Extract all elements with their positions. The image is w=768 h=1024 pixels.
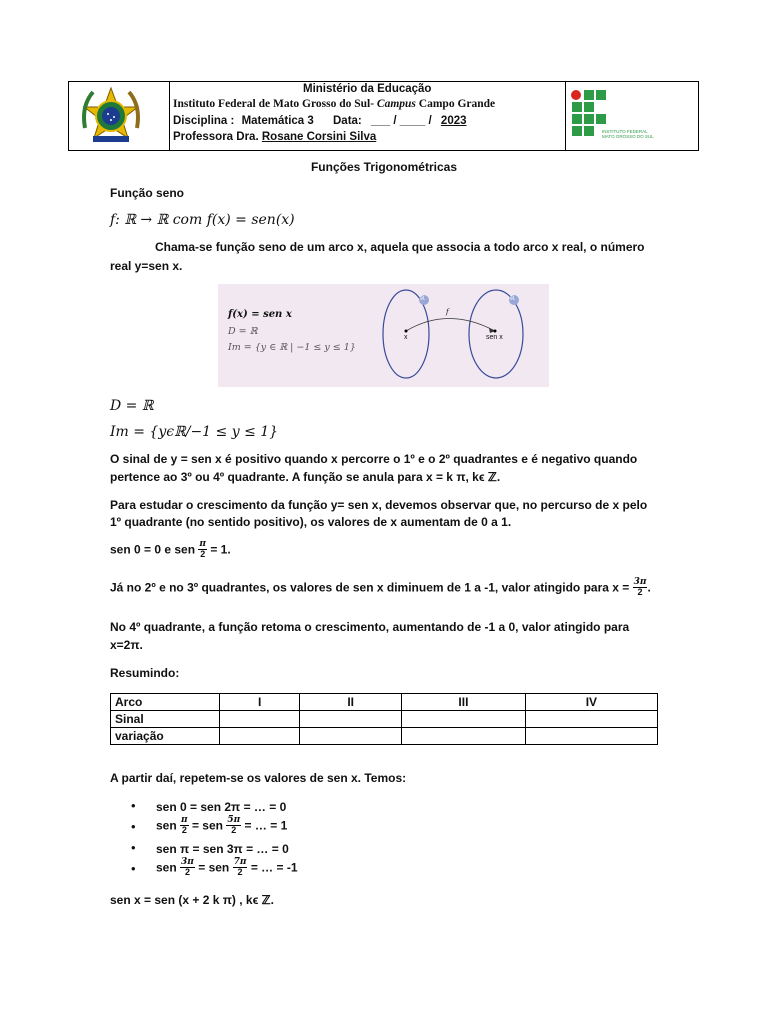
diagram-domain: D = ℝ xyxy=(228,326,258,337)
fraction xyxy=(180,816,189,835)
table-header-cell: IV xyxy=(525,694,657,711)
fraction-den: 2 xyxy=(181,825,187,835)
left-point-label: x xyxy=(404,334,408,341)
fraction-num: 7π xyxy=(233,857,247,867)
professor-line xyxy=(173,131,376,143)
fraction xyxy=(180,858,195,877)
table-cell xyxy=(402,728,526,745)
table-cell xyxy=(402,711,526,728)
summary-label: Resumindo: xyxy=(110,666,180,680)
table-header-cell: Arco xyxy=(111,694,220,711)
table-cell xyxy=(525,728,657,745)
fraction-pi-over-2 xyxy=(198,540,207,559)
sen-zero-line xyxy=(110,540,231,559)
growth-paragraph-2: 1º quadrante (no sentido positivo), os valores de x aumentam de 0 a 1. xyxy=(110,515,512,529)
bullet-icon: • xyxy=(131,840,136,855)
campus-word: Campus xyxy=(376,98,416,110)
bullet-text: = sen xyxy=(191,818,223,833)
bullet-item-1: sen 0 = sen 2π = … = 0 xyxy=(156,800,287,814)
table-row xyxy=(111,694,658,711)
table-cell xyxy=(220,711,300,728)
q23-line xyxy=(110,578,651,597)
sign-paragraph-1: O sinal de y = sen x é positivo quando x percorre o 1º e o 2º quadrantes e é negativo quando xyxy=(110,452,638,466)
bullet-icon: • xyxy=(131,819,136,834)
fraction-num: 5π xyxy=(227,815,241,825)
bullet-item-3: sen π = sen 3π = … = 0 xyxy=(156,842,289,856)
q23-text: Já no 2º e no 3º quadrantes, os valores de sen x diminuem de 1 a -1, valor atingido para x = xyxy=(110,580,630,595)
fraction-den: 2 xyxy=(184,867,190,877)
table-row-label: Sinal xyxy=(111,711,220,728)
set-label-right: ℝ xyxy=(510,296,515,302)
discipline-line xyxy=(173,115,467,127)
repeat-paragraph: A partir daí, repetem-se os valores de sen x. Temos: xyxy=(110,771,407,785)
sen-zero-text: sen 0 = 0 e sen xyxy=(110,542,196,557)
header-box xyxy=(68,81,699,151)
page-title: Funções Trigonométricas xyxy=(310,160,458,174)
periodicity-line: sen x = sen (x + 2 k π) , kϵ ℤ. xyxy=(110,893,274,907)
table-cell xyxy=(300,728,402,745)
q4-paragraph-2: x=2π. xyxy=(110,638,143,652)
table-cell xyxy=(220,728,300,745)
table-header-cell: I xyxy=(220,694,300,711)
fraction-num: 3π xyxy=(633,577,647,587)
q4-paragraph-1: No 4º quadrante, a função retoma o crescimento, aumentando de -1 a 0, valor atingido para xyxy=(110,620,630,634)
bullet-text: sen xyxy=(156,860,177,875)
image-line: Im = {yϵℝ/−1 ≤ y ≤ 1} xyxy=(110,424,279,440)
intro-line-1: Chama-se função seno de um arco x, aquela que associa a todo arco x real, o número xyxy=(155,240,645,254)
table-header-cell: III xyxy=(402,694,526,711)
bullet-item-2 xyxy=(156,816,287,835)
bullet-text: = … = 1 xyxy=(244,818,288,833)
table-row xyxy=(111,728,658,745)
bullet-text: = sen xyxy=(198,860,230,875)
bullet-text: sen xyxy=(156,818,177,833)
fraction-den: 2 xyxy=(200,549,206,559)
domain-line: D = ℝ xyxy=(110,398,154,414)
fraction-3pi-over-2 xyxy=(633,577,651,597)
if-logo xyxy=(565,82,698,150)
diagram-image: Im = {y ∈ ℝ | −1 ≤ y ≤ 1} xyxy=(228,342,356,353)
discipline-value: Matemática 3 xyxy=(241,115,314,127)
fraction-num: π xyxy=(181,815,188,825)
q23-period: . xyxy=(647,580,651,595)
bullet-icon: • xyxy=(131,861,136,876)
date-year: 2023 xyxy=(440,115,467,127)
section-heading: Função seno xyxy=(110,186,185,200)
growth-paragraph-1: Para estudar o crescimento da função y= sen x, devemos observar que, no percurso de x pelo xyxy=(110,498,648,512)
table-header-cell: II xyxy=(300,694,402,711)
institute-line xyxy=(173,98,495,110)
arrow-label: f xyxy=(446,308,449,316)
table-cell xyxy=(525,711,657,728)
set-label-left: ℝ xyxy=(420,296,425,302)
intro-line-2: real y=sen x. xyxy=(110,259,183,273)
ministry-line: Ministério da Educação xyxy=(303,83,432,95)
bullet-item-4 xyxy=(156,858,298,877)
if-logo-text xyxy=(602,129,654,139)
table-row xyxy=(111,711,658,728)
if-logo-line2: MATO GROSSO DO SUL xyxy=(602,134,654,139)
sets-diagram xyxy=(368,284,549,387)
if-logo-line1: INSTITUTO FEDERAL xyxy=(602,129,648,134)
discipline-label: Disciplina : xyxy=(173,115,235,127)
function-diagram xyxy=(218,284,549,387)
fraction-den: 2 xyxy=(637,587,643,597)
fraction-den: 2 xyxy=(237,867,243,877)
brazil-coat-of-arms xyxy=(69,82,170,150)
sen-zero-result: = 1. xyxy=(210,542,231,557)
definition-formula: f: ℝ → ℝ com f(x) = sen(x) xyxy=(110,212,295,228)
date-blank: ___ / ____ / xyxy=(370,115,432,127)
table-cell xyxy=(300,711,402,728)
fraction-num: π xyxy=(199,539,206,549)
fraction xyxy=(233,858,248,877)
fraction-num: 3π xyxy=(181,857,194,867)
professor-label: Professora Dra. xyxy=(173,131,259,143)
professor-name: Rosane Corsini Silva xyxy=(261,131,377,143)
table-row-label: variação xyxy=(111,728,220,745)
bullet-icon: • xyxy=(131,798,136,813)
right-point-label: sen x xyxy=(486,334,503,341)
sign-paragraph-2: pertence ao 3º ou 4º quadrante. A função se anula para x = k π, kϵ ℤ. xyxy=(110,470,501,484)
fraction-den: 2 xyxy=(231,825,237,835)
diagram-formula: f(x) = sen x xyxy=(228,309,292,320)
institute-name: Instituto Federal de Mato Grosso do Sul- xyxy=(173,98,375,110)
fraction xyxy=(226,816,241,835)
summary-table xyxy=(110,693,658,745)
campus-name: Campo Grande xyxy=(418,98,496,110)
date-label: Data: xyxy=(333,115,362,127)
bullet-text: = … = -1 xyxy=(250,860,298,875)
